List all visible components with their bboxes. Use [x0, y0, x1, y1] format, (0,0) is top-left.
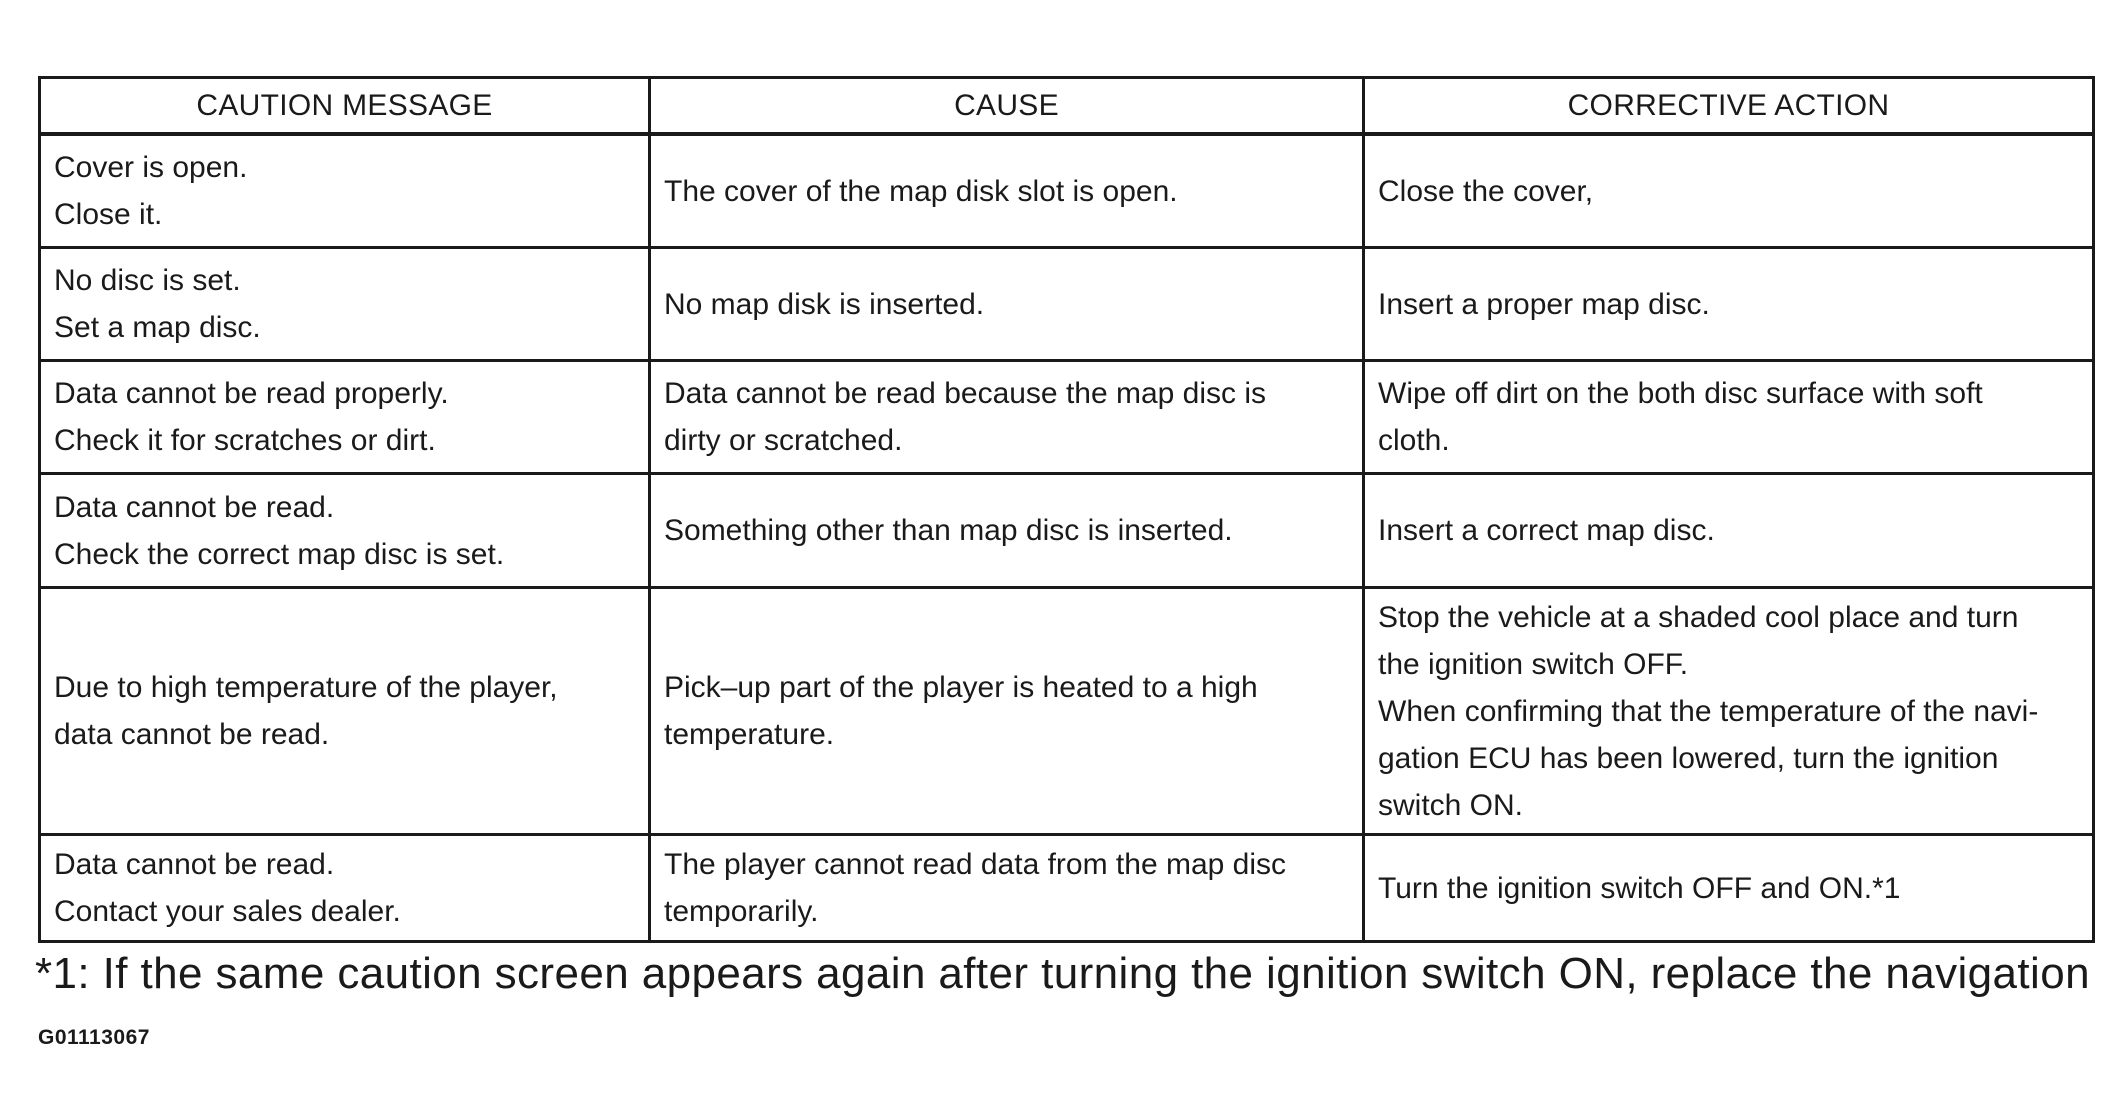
action-line: Insert a proper map disc.: [1378, 287, 1710, 321]
caution-message-cell: [40, 248, 650, 361]
header-corrective-action: CORRECTIVE ACTION: [1364, 78, 2094, 135]
cause-line: The player cannot read data from the map disc: [664, 848, 1287, 881]
action-line: switch ON.: [1378, 788, 1524, 822]
message-line: data cannot be read.: [54, 718, 330, 751]
action-line: gation ECU has been lowered, turn the ignition: [1378, 741, 1999, 775]
message-line: Data cannot be read properly.: [54, 377, 449, 410]
action-line: Close the cover,: [1378, 174, 1594, 208]
corrective-action-cell: [1364, 248, 2094, 361]
cause-cell: [650, 361, 1364, 474]
footnote: *1: If the same caution screen appears again after turning the ignition switch ON, replace the navigation: [35, 949, 2090, 998]
cause-line: Data cannot be read because the map disc is: [664, 377, 1267, 410]
message-line: Cover is open.: [54, 151, 248, 184]
message-line: Check it for scratches or dirt.: [54, 424, 436, 457]
corrective-action-cell: [1364, 474, 2094, 588]
action-line: Turn the ignition switch OFF and ON.*1: [1378, 871, 1901, 905]
cause-cell: [650, 588, 1364, 835]
header-caution-message: CAUTION MESSAGE: [40, 78, 650, 135]
cause-cell: [650, 134, 1364, 248]
cause-cell: [650, 474, 1364, 588]
caution-message-cell: [40, 588, 650, 835]
message-line: Close it.: [54, 198, 163, 231]
message-line: Set a map disc.: [54, 311, 261, 344]
cause-cell: [650, 248, 1364, 361]
action-line: When confirming that the temperature of the navi-: [1378, 694, 2039, 728]
action-line: Stop the vehicle at a shaded cool place and turn: [1378, 600, 2019, 634]
action-line: cloth.: [1378, 424, 1450, 457]
corrective-action-cell: [1364, 134, 2094, 248]
table-row: [40, 248, 2094, 361]
table-row: [40, 588, 2094, 835]
cause-line: The cover of the map disk slot is open.: [664, 174, 1178, 208]
table-row: [40, 134, 2094, 248]
header-cause: CAUSE: [650, 78, 1364, 135]
action-line: Wipe off dirt on the both disc surface with soft: [1378, 377, 1983, 410]
message-line: Data cannot be read.: [54, 848, 335, 881]
table-row: [40, 835, 2094, 942]
figure-id: G01113067: [38, 1026, 150, 1049]
caution-message-cell: [40, 835, 650, 942]
message-line: Contact your sales dealer.: [54, 895, 401, 928]
cause-line: temporarily.: [664, 895, 819, 928]
caution-message-cell: [40, 474, 650, 588]
caution-table: [38, 76, 2095, 943]
caution-message-cell: [40, 361, 650, 474]
message-line: Data cannot be read.: [54, 490, 335, 524]
cause-line: Something other than map disc is inserted.: [664, 514, 1233, 547]
cause-cell: [650, 835, 1364, 942]
corrective-action-cell: [1364, 588, 2094, 835]
caution-document: [38, 76, 2092, 943]
table-row: [40, 361, 2094, 474]
cause-line: Pick–up part of the player is heated to a high: [664, 671, 1258, 704]
caution-message-cell: [40, 134, 650, 248]
table-header-row: [40, 78, 2094, 135]
cause-line: dirty or scratched.: [664, 424, 903, 457]
action-line: the ignition switch OFF.: [1378, 647, 1689, 681]
message-line: Check the correct map disc is set.: [54, 537, 505, 571]
message-line: Due to high temperature of the player,: [54, 671, 558, 704]
corrective-action-cell: [1364, 361, 2094, 474]
corrective-action-cell: [1364, 835, 2094, 942]
action-line: Insert a correct map disc.: [1378, 514, 1715, 547]
table-row: [40, 474, 2094, 588]
cause-line: No map disk is inserted.: [664, 287, 985, 321]
cause-line: temperature.: [664, 718, 835, 751]
message-line: No disc is set.: [54, 264, 241, 297]
